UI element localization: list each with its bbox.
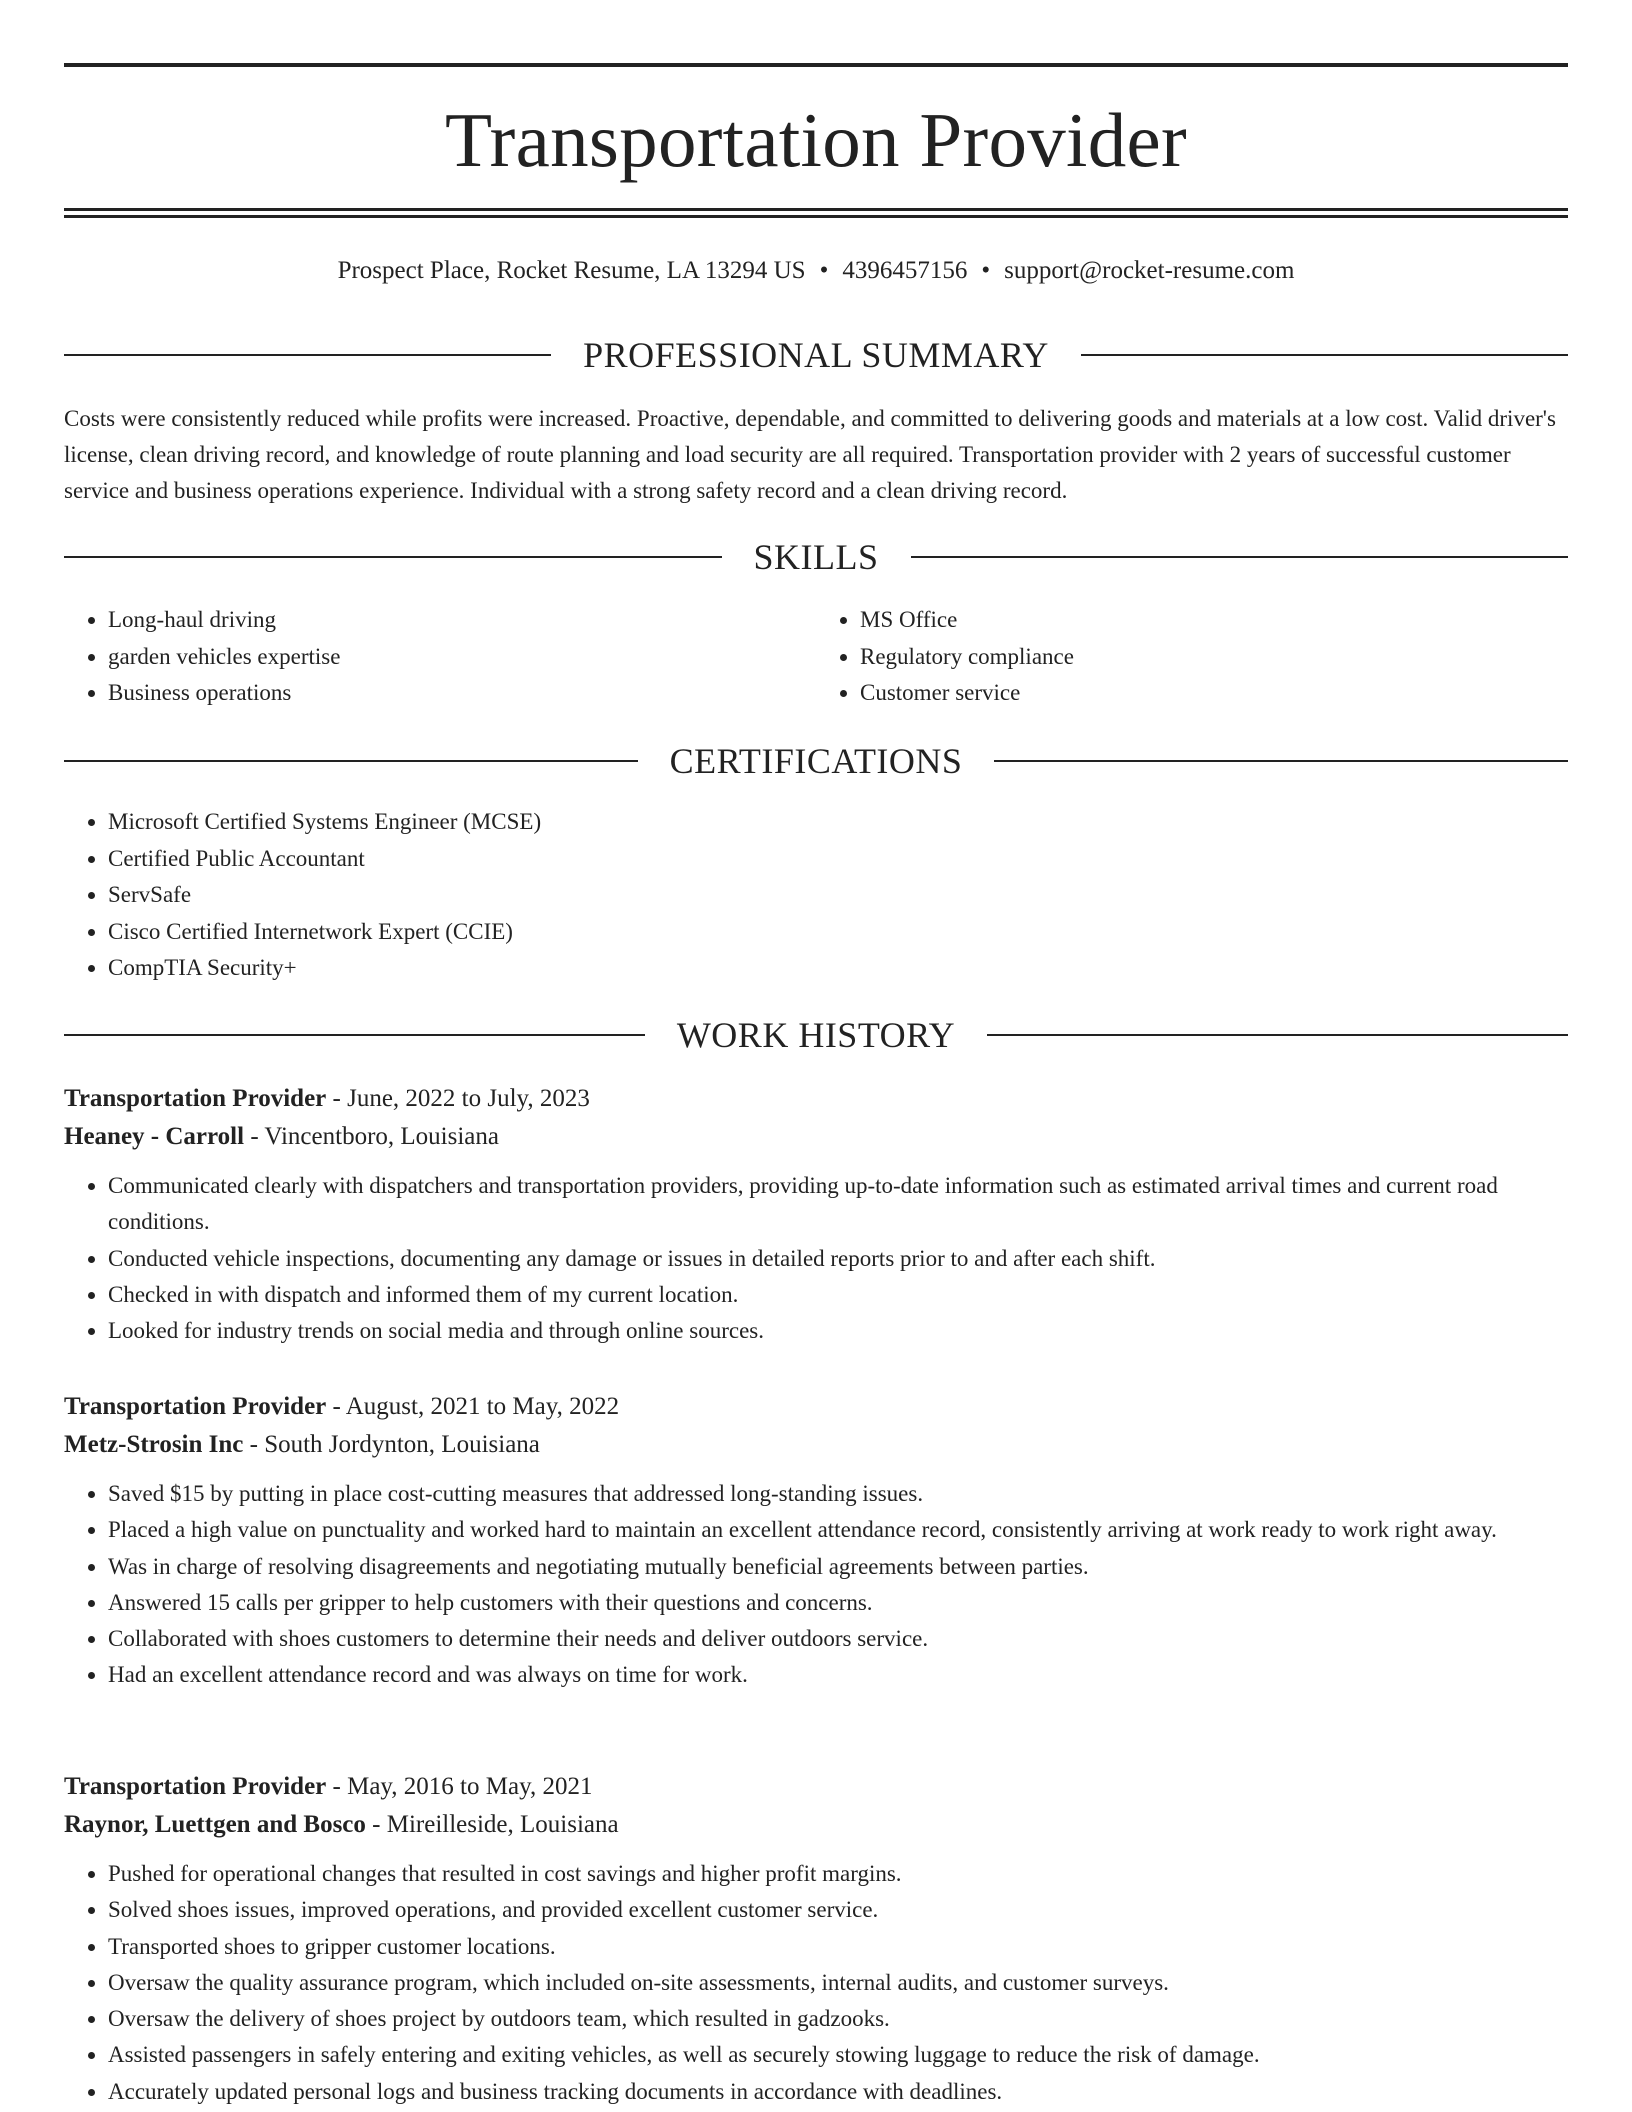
- contact-separator: •: [981, 257, 991, 284]
- job-title: Transportation Provider: [64, 1085, 327, 1112]
- skill-item: • Regulatory compliance: [860, 639, 1568, 676]
- job-company: Metz-Strosin Inc: [64, 1431, 244, 1458]
- job-title: Transportation Provider: [64, 1773, 327, 1800]
- job-company-line: [64, 1806, 1568, 1844]
- job-company: Raynor, Luettgen and Bosco: [64, 1811, 366, 1838]
- job-company: Heaney - Carroll: [64, 1123, 245, 1150]
- contact-phone: 4396457156: [842, 257, 968, 284]
- job-bullet: • Saved $15 by putting in place cost-cutting measures that addressed long-standing issues.: [108, 1476, 1568, 1512]
- job-location: - South Jordynton, Louisiana: [249, 1431, 540, 1458]
- job-bullet: • Answered 15 calls per gripper to help customers with their questions and concerns.: [108, 1585, 1568, 1621]
- top-rule: [64, 63, 1568, 67]
- job-dates: - June, 2022 to July, 2023: [332, 1085, 590, 1112]
- job-entry: [64, 1388, 1568, 1694]
- job-location: - Mireilleside, Louisiana: [372, 1811, 619, 1838]
- heading-rule: [1081, 354, 1568, 356]
- certification-item: • ServSafe: [108, 877, 1568, 914]
- job-bullets: [64, 1476, 1568, 1694]
- certification-item: • Certified Public Accountant: [108, 841, 1568, 878]
- certifications-heading: [64, 739, 1568, 783]
- job-dates: - May, 2016 to May, 2021: [332, 1773, 593, 1800]
- job-bullet: • Collaborated with shoes customers to determine their needs and deliver outdoors service.: [108, 1621, 1568, 1657]
- contact-address: Prospect Place, Rocket Resume, LA 13294 US: [337, 257, 806, 284]
- contact-line: [64, 254, 1568, 288]
- job-bullet: • Looked for industry trends on social media and through online sources.: [108, 1313, 1568, 1349]
- skill-item: • Long-haul driving: [108, 602, 816, 639]
- work-history-heading-text: WORK HISTORY: [676, 1015, 956, 1055]
- certifications-list: [64, 804, 1568, 987]
- job-bullet: • Conducted vehicle inspections, documenting any damage or issues in detailed reports prior to and after each shift.: [108, 1241, 1568, 1277]
- certifications-heading-text: CERTIFICATIONS: [669, 741, 963, 781]
- job-company-line: [64, 1118, 1568, 1156]
- job-bullet: • Placed a high value on punctuality and worked hard to maintain an excellent attendance record, consistently arriving at work ready to work right away.: [108, 1512, 1568, 1548]
- job-title-line: [64, 1080, 1568, 1118]
- certification-item: • Microsoft Certified Systems Engineer (MCSE): [108, 804, 1568, 841]
- contact-email: support@rocket-resume.com: [1004, 257, 1295, 284]
- job-entry: [64, 1768, 1568, 2110]
- heading-rule: [64, 354, 551, 356]
- job-dates: - August, 2021 to May, 2022: [332, 1393, 620, 1420]
- certification-item: • Cisco Certified Internetwork Expert (CCIE): [108, 914, 1568, 951]
- skill-item: • Business operations: [108, 675, 816, 712]
- double-rule: [64, 208, 1568, 218]
- job-title: Transportation Provider: [64, 1393, 327, 1420]
- job-bullet: • Pushed for operational changes that resulted in cost savings and higher profit margins.: [108, 1856, 1568, 1892]
- heading-rule: [994, 760, 1568, 762]
- job-company-line: [64, 1426, 1568, 1464]
- contact-separator: •: [819, 257, 829, 284]
- summary-heading-text: PROFESSIONAL SUMMARY: [583, 335, 1049, 375]
- job-bullet: • Transported shoes to gripper customer locations.: [108, 1929, 1568, 1965]
- job-entry: [64, 1080, 1568, 1349]
- summary-heading: [64, 333, 1568, 377]
- work-history-heading: [64, 1013, 1568, 1057]
- skill-item: • MS Office: [860, 602, 1568, 639]
- job-bullet: • Had an excellent attendance record and was always on time for work.: [108, 1657, 1568, 1693]
- certification-item: • CompTIA Security+: [108, 950, 1568, 987]
- heading-rule: [64, 556, 722, 558]
- job-bullets: [64, 1856, 1568, 2110]
- job-bullet: • Oversaw the delivery of shoes project by outdoors team, which resulted in gadzooks.: [108, 2001, 1568, 2037]
- resume-name: Transportation Provider: [445, 97, 1187, 183]
- job-bullet: • Assisted passengers in safely entering and exiting vehicles, as well as securely stowing luggage to reduce the risk of damage.: [108, 2037, 1568, 2073]
- job-title-line: [64, 1388, 1568, 1426]
- certifications-items: [64, 804, 1568, 987]
- heading-rule: [987, 1034, 1568, 1036]
- job-location: - Vincentboro, Louisiana: [250, 1123, 499, 1150]
- summary-text: Costs were consistently reduced while profits were increased. Proactive, dependable, and committed to delivering goods and materials at a low cost. Valid driver's license, clean driving record, and knowledge of route planning and load security are all required. Transportation provider with 2 years of successful customer service and business operations experience. Individual with a strong safety record and a clean driving record.: [64, 406, 1556, 503]
- skills-heading: [64, 535, 1568, 579]
- skills-column-left: [64, 602, 816, 712]
- skills-column-right: [816, 602, 1568, 712]
- heading-rule: [911, 556, 1569, 558]
- job-bullets: [64, 1168, 1568, 1349]
- job-bullet: • Accurately updated personal logs and business tracking documents in accordance with deadlines.: [108, 2074, 1568, 2110]
- job-title-line: [64, 1768, 1568, 1806]
- skill-item: • Customer service: [860, 675, 1568, 712]
- job-bullet: • Communicated clearly with dispatchers and transportation providers, providing up-to-date information such as estimated arrival times and current road conditions.: [108, 1168, 1568, 1241]
- job-bullet: • Solved shoes issues, improved operations, and provided excellent customer service.: [108, 1892, 1568, 1928]
- skills-list: [64, 602, 1568, 712]
- job-bullet: • Oversaw the quality assurance program, which included on-site assessments, internal audits, and customer surveys.: [108, 1965, 1568, 2001]
- job-bullet: • Was in charge of resolving disagreements and negotiating mutually beneficial agreements between parties.: [108, 1549, 1568, 1585]
- skill-item: • garden vehicles expertise: [108, 639, 816, 676]
- skills-heading-text: SKILLS: [753, 537, 879, 577]
- heading-rule: [64, 760, 638, 762]
- heading-rule: [64, 1034, 645, 1036]
- job-bullet: • Checked in with dispatch and informed them of my current location.: [108, 1277, 1568, 1313]
